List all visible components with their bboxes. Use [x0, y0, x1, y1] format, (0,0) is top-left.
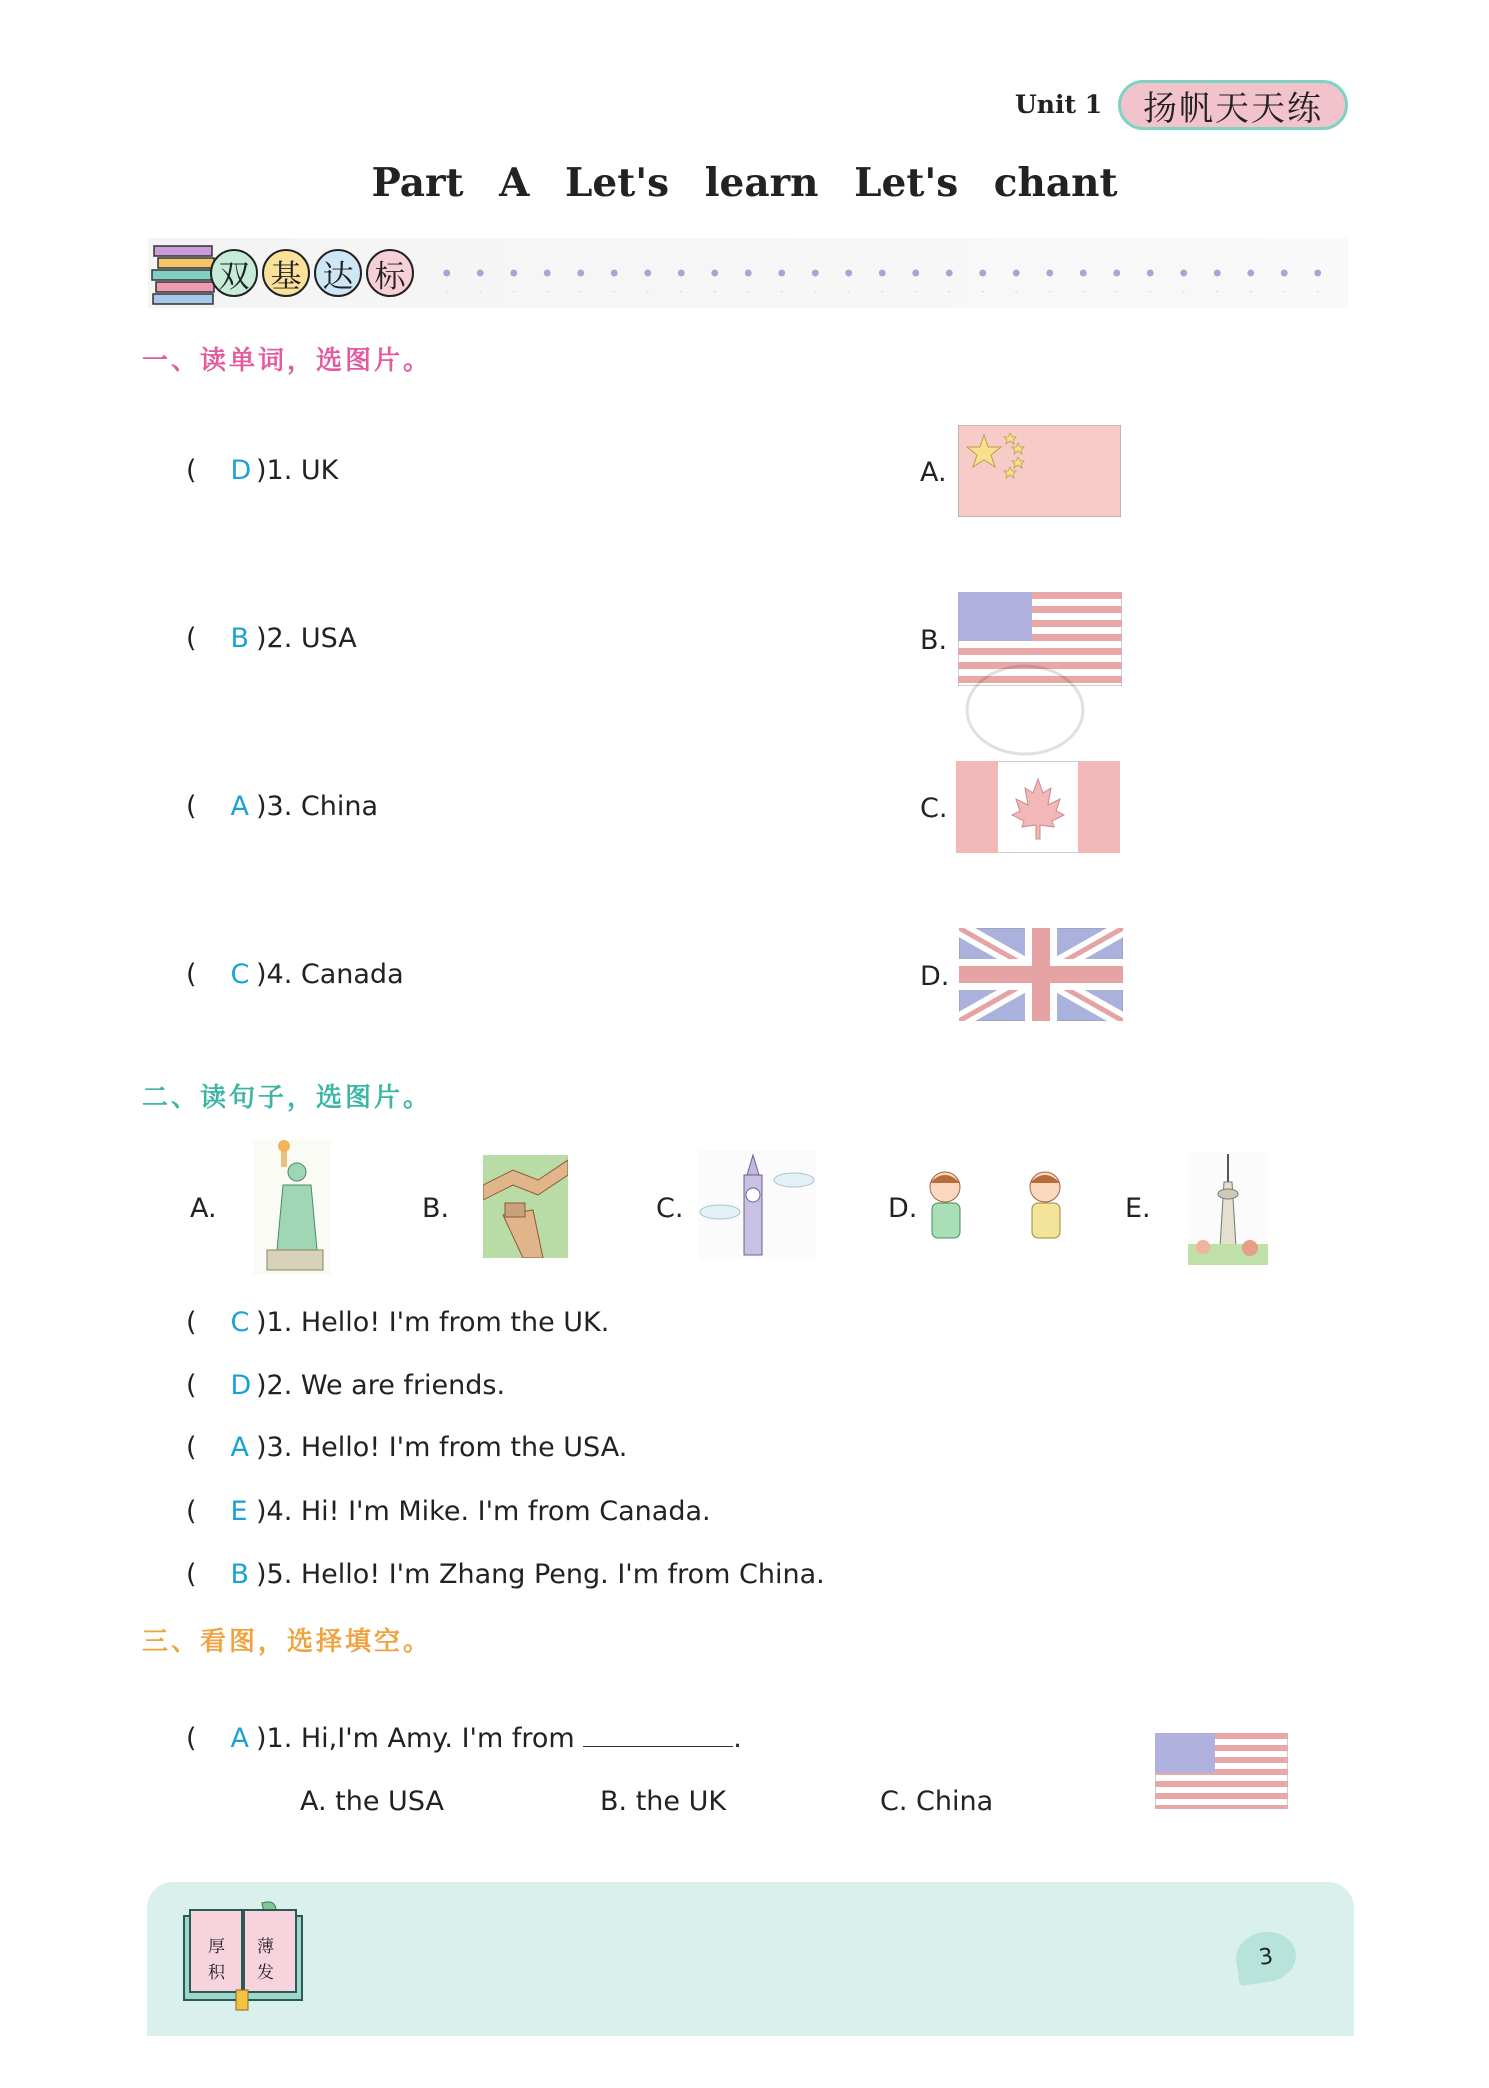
answer: C: [230, 1307, 250, 1338]
book-char-2: 薄: [257, 1937, 274, 1957]
section-3-heading: 三、看图，选择填空。: [142, 1627, 433, 1657]
watermark-stamp: [960, 655, 1090, 765]
s3-choice-b: B. the UK: [600, 1786, 727, 1817]
book-char-4: 发: [257, 1963, 274, 1983]
friends-image: [920, 1165, 1070, 1250]
great-wall-image: [483, 1155, 568, 1258]
answer: C: [230, 959, 250, 990]
s1-question-1: ( D )1. UK: [186, 455, 339, 486]
footer-band: [147, 1882, 1354, 2036]
answer-blank: [583, 1724, 733, 1747]
answer: D: [230, 455, 252, 486]
book-char-3: 积: [208, 1963, 225, 1983]
uk-flag-image: [959, 928, 1123, 1021]
s2-question-4: ( E )4. Hi! I'm Mike. I'm from Canada.: [186, 1496, 711, 1527]
s2-option-d-label: D.: [888, 1193, 918, 1224]
s1-option-b-label: B.: [920, 625, 948, 656]
answer: A: [230, 1432, 250, 1463]
s1-question-4: ( C )4. Canada: [186, 959, 404, 990]
s2-option-a-label: A.: [190, 1193, 217, 1224]
statue-of-liberty-image: [253, 1140, 331, 1275]
answer: A: [230, 791, 250, 822]
s2-option-c-label: C.: [656, 1193, 684, 1224]
s2-question-2: ( D )2. We are friends.: [186, 1370, 506, 1401]
answer: D: [230, 1370, 252, 1401]
section-2-heading: 二、读句子，选图片。: [142, 1083, 433, 1113]
cn-tower-image: [1188, 1152, 1268, 1265]
s1-option-a-label: A.: [920, 457, 947, 488]
s3-question-1: ( A )1. Hi,I'm Amy. I'm from .: [186, 1723, 742, 1754]
s3-choice-a: A. the USA: [300, 1786, 444, 1817]
s2-question-3: ( A )3. Hello! I'm from the USA.: [186, 1432, 628, 1463]
banner-char-1: 双: [210, 249, 258, 297]
s2-option-b-label: B.: [422, 1193, 450, 1224]
s3-choice-c: C. China: [880, 1786, 994, 1817]
book-char-1: 厚: [208, 1937, 225, 1957]
s1-option-d-label: D.: [920, 961, 950, 992]
s2-question-5: ( B )5. Hello! I'm Zhang Peng. I'm from China.: [186, 1559, 825, 1590]
answer: E: [230, 1496, 248, 1527]
book-icon: [178, 1898, 308, 2014]
big-ben-image: [698, 1150, 816, 1260]
answer: A: [230, 1723, 250, 1754]
banner-char-3: 达: [314, 249, 362, 297]
canada-flag-image: [956, 761, 1120, 853]
usa-flag-image-2: [1155, 1733, 1288, 1809]
banner-dots: [430, 262, 1345, 292]
answer: B: [230, 623, 250, 654]
answer: B: [230, 1559, 250, 1590]
page-title: Part A Let's learn Let's chant: [371, 160, 1118, 206]
section-1-heading: 一、读单词，选图片。: [142, 346, 433, 376]
unit-label: Unit 1: [1015, 90, 1103, 119]
s1-question-2: ( B )2. USA: [186, 623, 357, 654]
banner-char-4: 标: [366, 249, 414, 297]
banner-char-2: 基: [262, 249, 310, 297]
s2-option-e-label: E.: [1125, 1193, 1151, 1224]
series-badge: 扬帆天天练: [1118, 80, 1348, 130]
page-number: 3: [1233, 1928, 1299, 1986]
china-flag-image: [958, 425, 1121, 517]
s2-question-1: ( C )1. Hello! I'm from the UK.: [186, 1307, 610, 1338]
s1-question-3: ( A )3. China: [186, 791, 379, 822]
s1-option-c-label: C.: [920, 793, 948, 824]
